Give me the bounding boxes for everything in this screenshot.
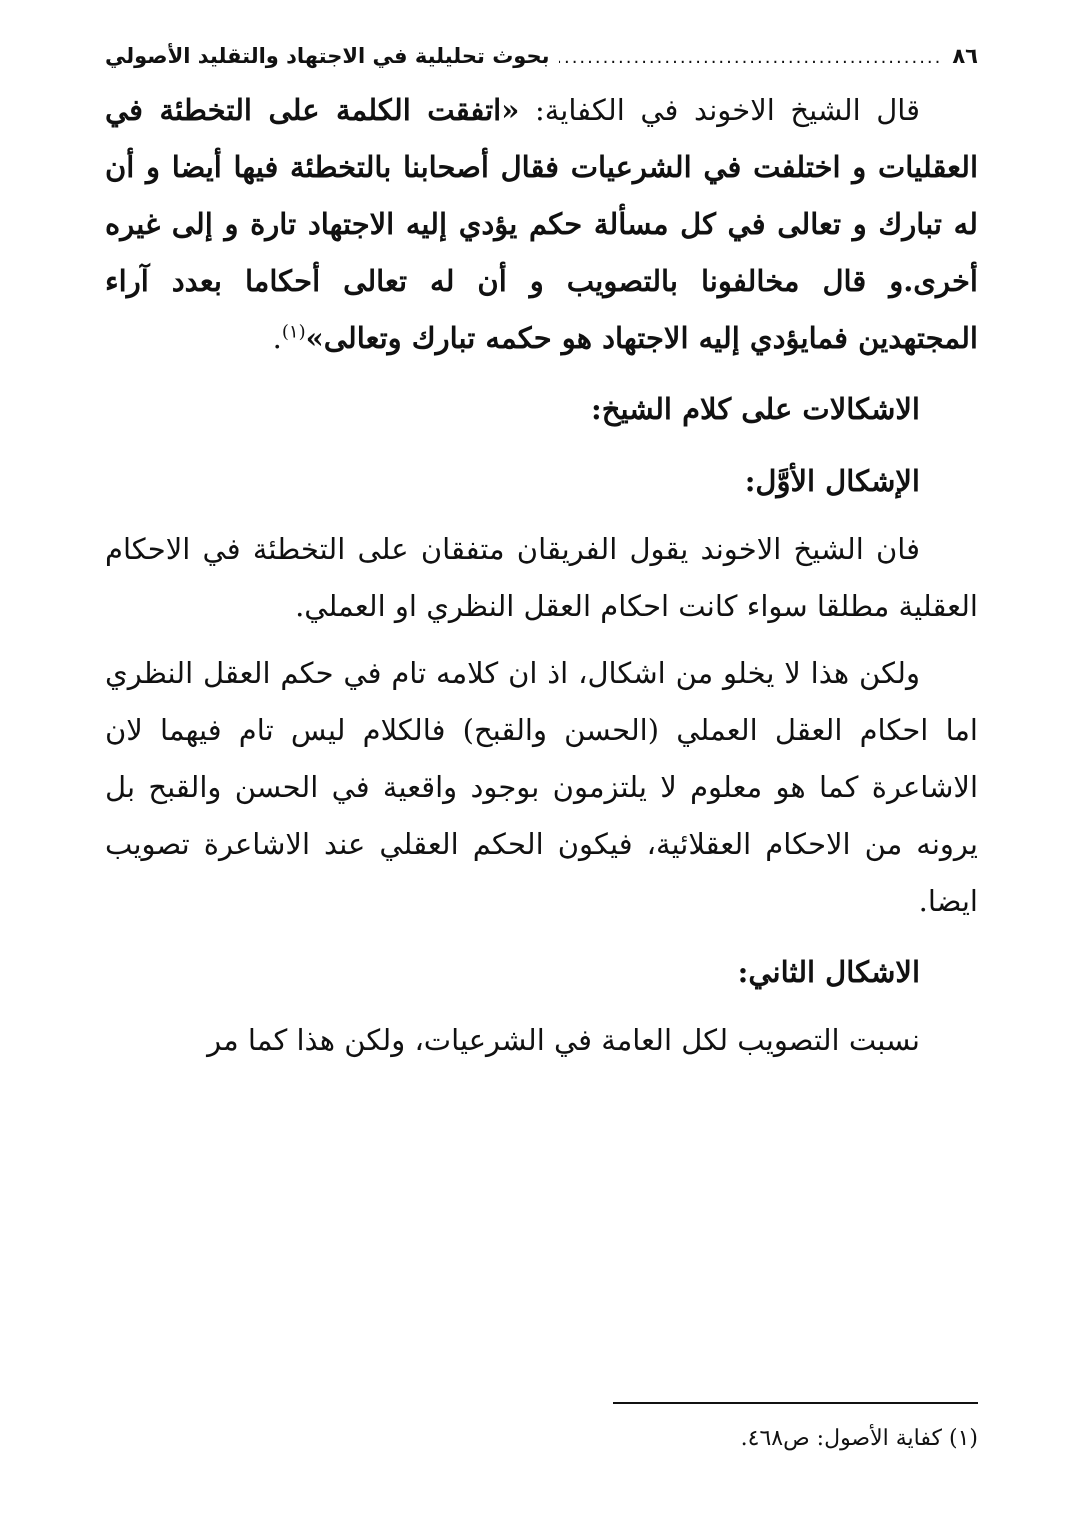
page <box>105 40 978 1491</box>
kifaya-quote: «اتفقت الكلمة على التخطئة في العقليات و اختلفت في الشرعيات فقال أصحابنا بالتخطئة فيها أيضا و أن له تبارك و تعالى في كل مسألة حكم يؤدي إليه الاجتهاد تارة و إلى غيره أخرى.و قال مخالفونا بالتصويب و أن له تعالى أحكاما بعدد آراء المجتهدين فمايؤدي إليه الاجتهاد هو حكمه تبارك وتعالى» <box>105 93 978 355</box>
book-title: بحوث تحليلية في الاجتهاد والتقليد الأصولي <box>105 44 550 68</box>
subheading-second-objection: الاشكال الثاني: <box>737 955 920 989</box>
body-text <box>105 82 978 1069</box>
quote-end: . <box>272 321 282 355</box>
footnote: (١) كفاية الأصول: ص٤٦٨. <box>740 1426 978 1451</box>
subheading-first-objection: الإشكال الأوَّل: <box>744 464 920 498</box>
header-leader-dots <box>559 42 942 74</box>
paragraph-first-objection-detail: ولكن هذا لا يخلو من اشكال، اذ ان كلامه تام في حكم العقل النظري اما احكام العقل العملي (الحسن والقبح) فالكلام ليس تام فيهما لان الاشاعرة كما هو معلوم لا يلتزمون بوجود واقعية في الحسن والقبح بل يرونه من الاحكام العقلائية، فيكون الحكم العقلي عند الاشاعرة تصويب ايضا. <box>105 656 978 918</box>
paragraph-quote <box>105 82 978 367</box>
quote-intro: قال الشيخ الاخوند في الكفاية: <box>519 93 920 127</box>
page-number: ٨٦ <box>952 44 978 68</box>
paragraph-second-objection: نسبت التصويب لكل العامة في الشرعيات، ولكن هذا كما مر <box>207 1023 920 1057</box>
section-heading: الاشكالات على كلام الشيخ: <box>591 392 920 426</box>
paragraph-first-objection: فان الشيخ الاخوند يقول الفريقان متفقان على التخطئة في الاحكام العقلية مطلقا سواء كانت احكام العقل النظري او العملي. <box>105 532 978 623</box>
footnote-divider <box>613 1402 978 1404</box>
footnote-ref: (١) <box>281 321 306 343</box>
running-header <box>105 40 978 74</box>
